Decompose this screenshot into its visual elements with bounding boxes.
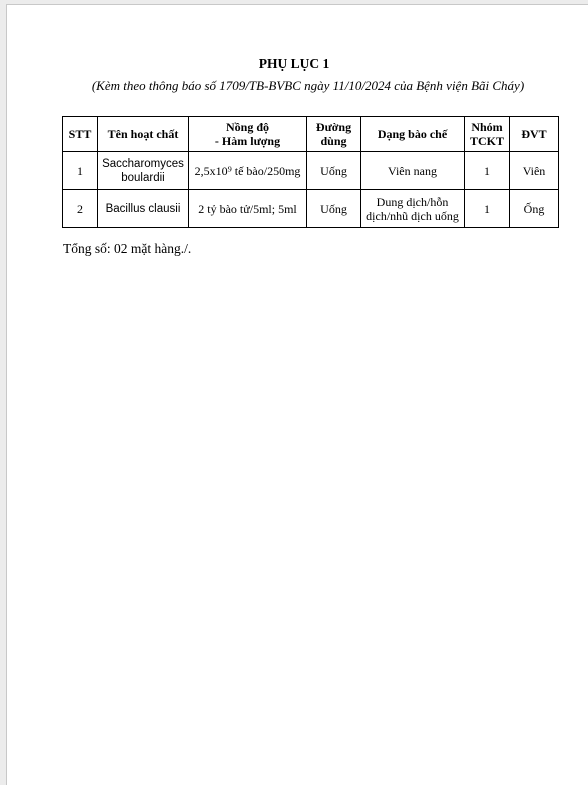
document-subtitle: (Kèm theo thông báo số 1709/TB-BVBC ngày 11/10/2024 của Bệnh viện Bãi Cháy)	[91, 78, 525, 93]
header-nhom-tckt	[465, 117, 510, 152]
header-nong-do-line2: - Hàm lượng	[214, 134, 281, 148]
cell-duong-dung: Uống	[307, 152, 361, 190]
document-title: PHỤ LỤC 1	[258, 56, 330, 71]
cell-stt: 1	[63, 152, 98, 190]
header-nhom-line2: TCKT	[469, 134, 504, 148]
cell-dvt: Viên	[510, 152, 559, 190]
cell-stt: 2	[63, 190, 98, 228]
total-count: Tổng số: 02 mặt hàng./.	[63, 241, 192, 256]
cell-dang-bao-che-line1: Viên nang	[388, 163, 437, 178]
header-ten-hoat-chat: Tên hoạt chất	[98, 117, 189, 152]
header-nong-do	[189, 117, 307, 152]
cell-dang-bao-che	[361, 152, 465, 190]
cell-dang-bao-che-line1: Dung dịch/hỗn	[376, 194, 449, 209]
cell-ten-hoat-chat	[98, 190, 189, 228]
cell-ten-hoat-chat	[98, 152, 189, 190]
cell-duong-dung: Uống	[307, 190, 361, 228]
cell-ten-line1: Saccharomyces	[102, 157, 184, 170]
drug-table	[62, 116, 559, 228]
cell-nhom: 1	[465, 190, 510, 228]
header-nhom-line1: Nhóm	[471, 120, 503, 134]
table-row	[63, 190, 559, 228]
header-duong-dung	[307, 117, 361, 152]
header-stt: STT	[63, 117, 98, 152]
cell-ten-line1: Bacillus clausii	[105, 202, 181, 215]
cell-dang-bao-che	[361, 190, 465, 228]
cell-nong-do: 2,5x10⁹ tế bào/250mg	[189, 152, 307, 190]
cell-nong-do: 2 tỷ bào tử/5ml; 5ml	[189, 190, 307, 228]
cell-dvt: Ống	[510, 190, 559, 228]
header-duong-dung-line1: Đường	[315, 120, 352, 134]
cell-ten-line2: boulardii	[121, 171, 165, 184]
table-row	[63, 152, 559, 190]
cell-dang-bao-che-line2: dịch/nhũ dịch uống	[366, 208, 459, 223]
cell-nhom: 1	[465, 152, 510, 190]
table-header-row	[63, 117, 559, 152]
header-duong-dung-line2: dùng	[320, 134, 347, 148]
header-nong-do-line1: Nồng độ	[225, 120, 269, 134]
header-dvt: ĐVT	[510, 117, 559, 152]
header-dang-bao-che: Dạng bào chế	[361, 117, 465, 152]
